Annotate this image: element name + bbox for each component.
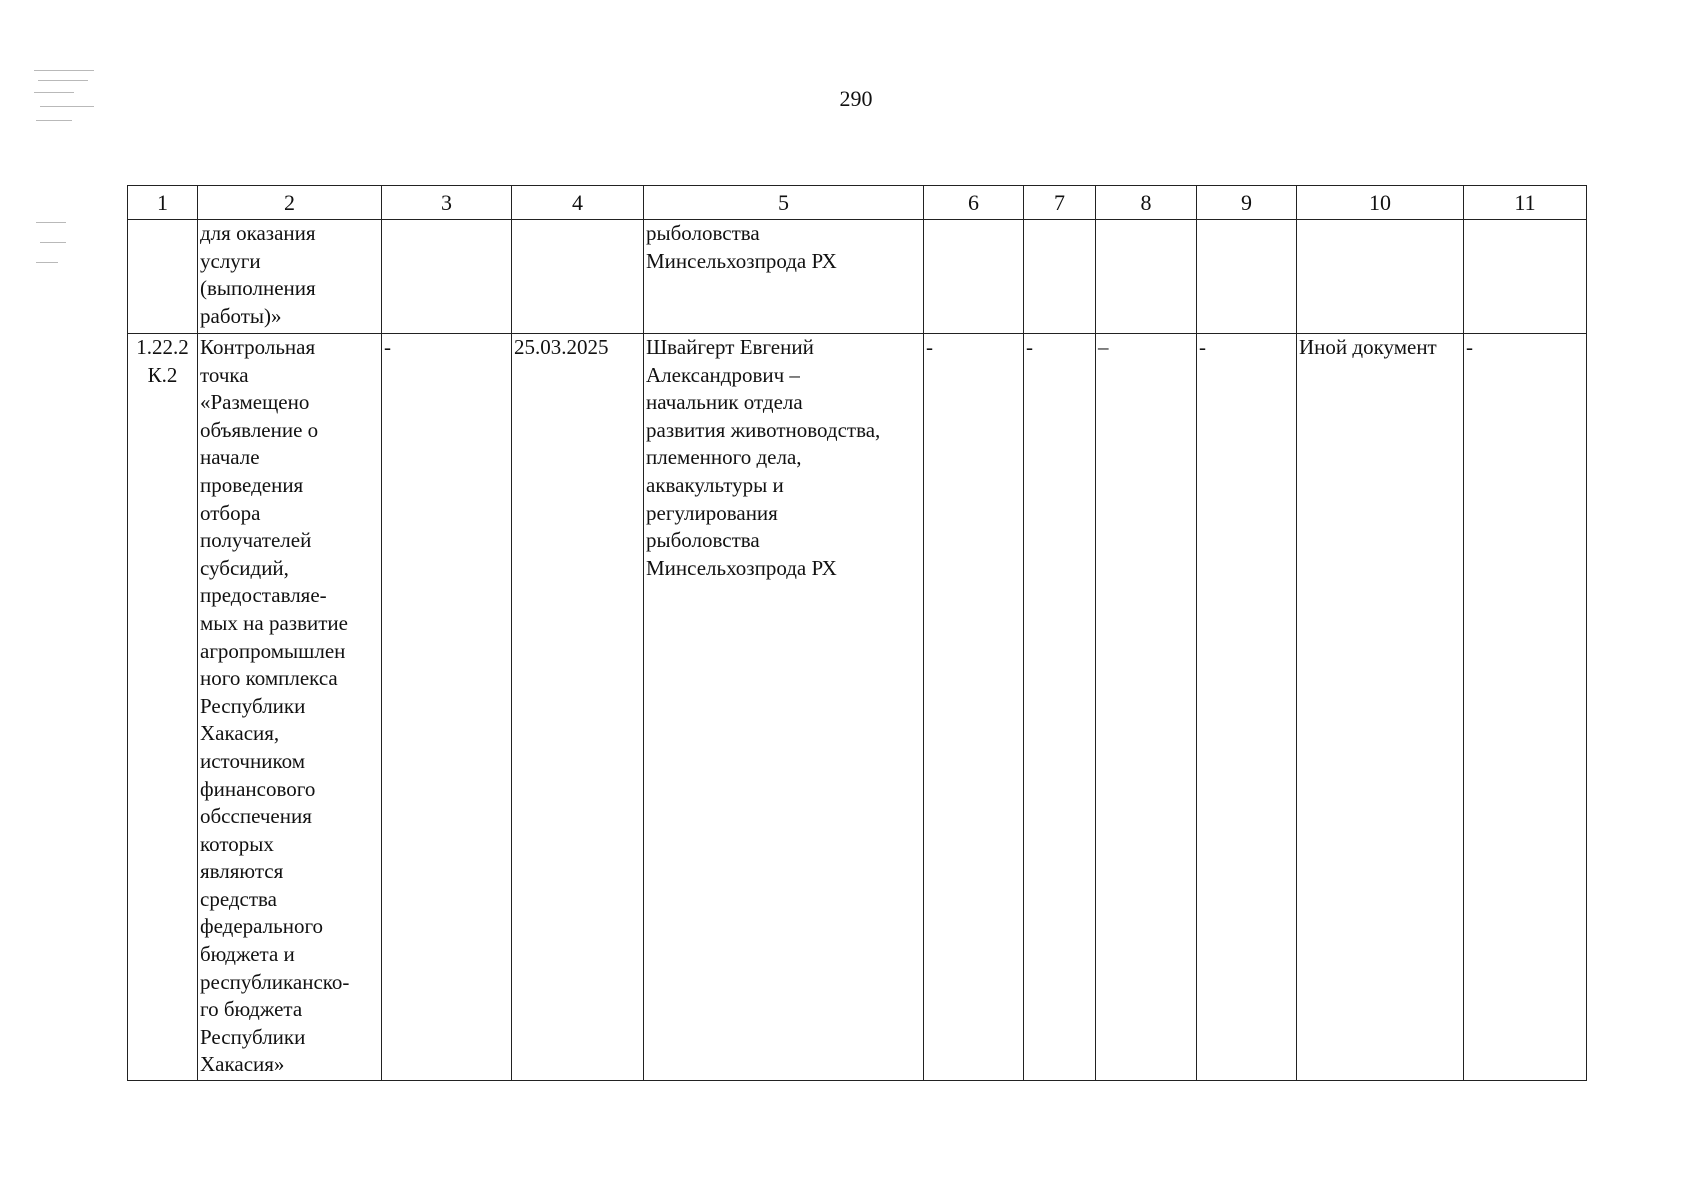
- cell-item-number: 1.22.2 К.2: [128, 334, 198, 1081]
- column-header: 8: [1096, 186, 1197, 220]
- document-table: [127, 185, 1587, 1081]
- cell-date: 25.03.2025: [512, 334, 644, 1081]
- column-header: 6: [924, 186, 1024, 220]
- column-header: 2: [198, 186, 382, 220]
- cell-description: Контрольная точка «Размещено объявление о начале проведения отбора получателей субсидий, предоставляе- мых на развитие агропромышлен ного комплекса Республики Хакасия, источником финансового обсспечения которых являются средства федерального бюджета и республиканско- го бюджета Республики Хакасия»: [198, 334, 382, 1081]
- cell-col11: -: [1464, 334, 1587, 1081]
- cell-col6: [924, 220, 1024, 334]
- cell-col7: -: [1024, 334, 1096, 1081]
- cell-col4: [512, 220, 644, 334]
- column-header: 9: [1197, 186, 1297, 220]
- cell-responsible: Швайгерт Евгений Александрович – начальник отдела развития животноводства, племенного дела, аквакультуры и регулирования рыболовства Минсельхозпрода РХ: [644, 334, 924, 1081]
- control-point-row: [128, 334, 1587, 1081]
- column-header: 10: [1297, 186, 1464, 220]
- cell-description: для оказания услуги (выполнения работы)»: [198, 220, 382, 334]
- cell-responsible: рыболовства Минсельхозпрода РХ: [644, 220, 924, 334]
- column-header: 3: [382, 186, 512, 220]
- column-header: 4: [512, 186, 644, 220]
- cell-col11: [1464, 220, 1587, 334]
- cell-col3: -: [382, 334, 512, 1081]
- cell-item-number: [128, 220, 198, 334]
- scan-artifact-left-margin: [36, 222, 76, 282]
- cell-col8: –: [1096, 334, 1197, 1081]
- cell-col10: [1297, 220, 1464, 334]
- continuation-row: [128, 220, 1587, 334]
- cell-col6: -: [924, 334, 1024, 1081]
- column-header: 5: [644, 186, 924, 220]
- cell-col8: [1096, 220, 1197, 334]
- column-header: 1: [128, 186, 198, 220]
- cell-col3: [382, 220, 512, 334]
- column-number-header-row: [128, 186, 1587, 220]
- cell-document-type: Иной документ: [1297, 334, 1464, 1081]
- cell-col9: [1197, 220, 1297, 334]
- column-header: 7: [1024, 186, 1096, 220]
- cell-col9: -: [1197, 334, 1297, 1081]
- page-number: 290: [839, 86, 873, 111]
- cell-col7: [1024, 220, 1096, 334]
- column-header: 11: [1464, 186, 1587, 220]
